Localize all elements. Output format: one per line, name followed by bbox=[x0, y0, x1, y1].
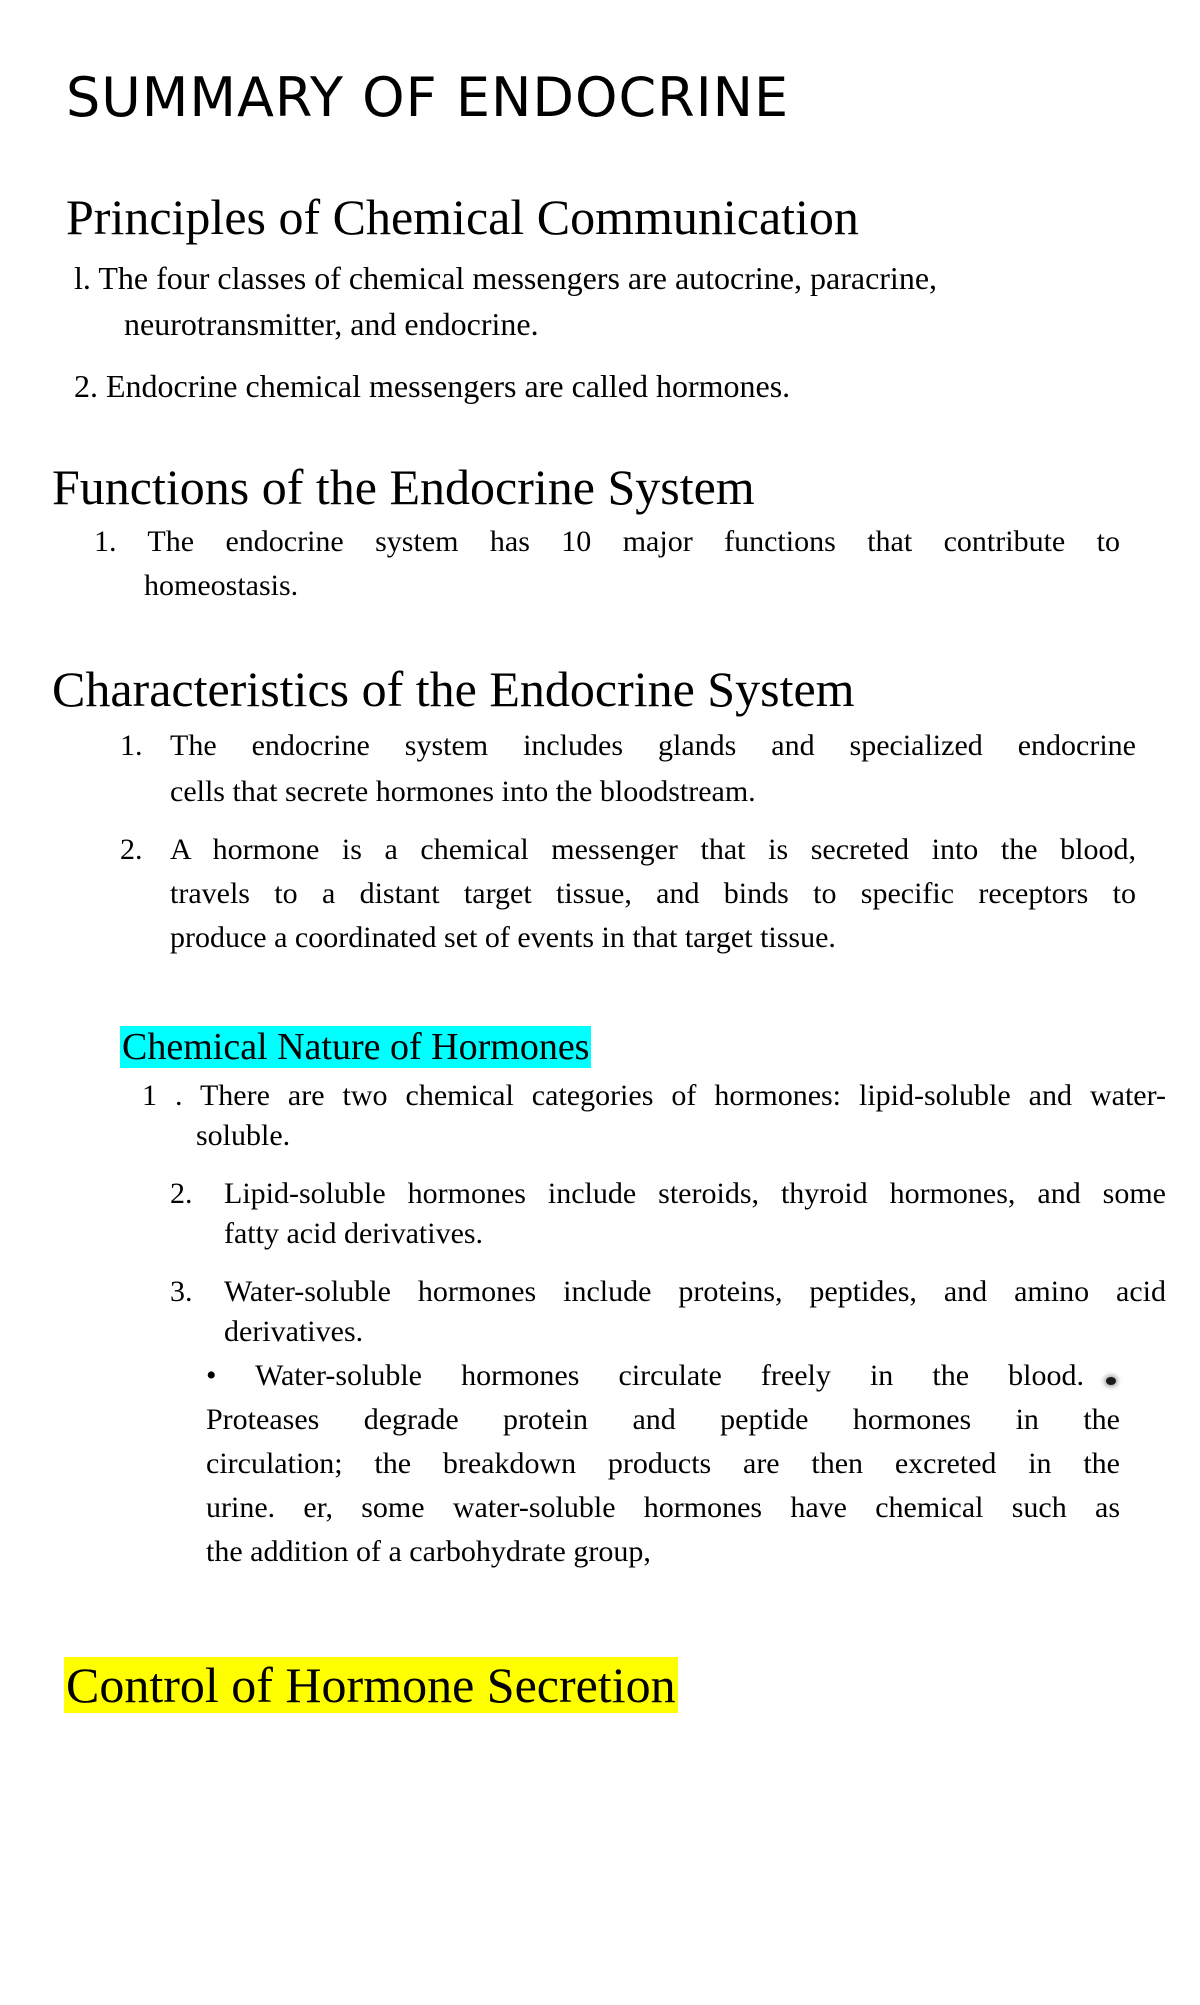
section-heading-characteristics: Characteristics of the Endocrine System bbox=[52, 661, 855, 717]
chemical-nature-bullet-line-5: the addition of a carbohydrate group, bbox=[206, 1535, 651, 1568]
page-title: SUMMARY OF ENDOCRINE bbox=[66, 66, 790, 129]
section-heading-functions: Functions of the Endocrine System bbox=[52, 459, 755, 515]
chemical-nature-item-3-line-2: derivatives. bbox=[224, 1315, 364, 1348]
section-heading-principles: Principles of Chemical Communication bbox=[66, 189, 859, 245]
chemical-nature-bullet-line-2: Proteases degrade protein and peptide hormones in the bbox=[206, 1403, 1120, 1436]
chemical-nature-item-1-line-1: 1 . There are two chemical categories of hormones: lipid-soluble and water- bbox=[142, 1079, 1166, 1112]
chemical-nature-item-2-number: 2. bbox=[170, 1177, 193, 1210]
principles-item-1-line-1: l. The four classes of chemical messengers are autocrine, paracrine, bbox=[74, 260, 938, 296]
chemical-nature-item-1-line-2: soluble. bbox=[196, 1119, 291, 1152]
characteristics-item-2-number: 2. bbox=[120, 833, 143, 866]
section-heading-control: Control of Hormone Secretion bbox=[66, 1657, 676, 1713]
chemical-nature-bullet-line-4: urine. er, some water-soluble hormones have chemical such as bbox=[206, 1491, 1120, 1524]
characteristics-item-1-line-1: The endocrine system includes glands and specialized endocrine bbox=[170, 729, 1136, 762]
principles-item-1-line-2: neurotransmitter, and endocrine. bbox=[124, 306, 539, 342]
principles-item-2-line-1: 2. Endocrine chemical messengers are called hormones. bbox=[74, 368, 791, 404]
chemical-nature-item-2-line-2: fatty acid derivatives. bbox=[224, 1217, 484, 1250]
functions-item-1-line-2: homeostasis. bbox=[144, 569, 299, 602]
chemical-nature-item-2-line-1: Lipid-soluble hormones include steroids, thyroid hormones, and some bbox=[224, 1177, 1166, 1210]
characteristics-item-1-line-2: cells that secrete hormones into the bloodstream. bbox=[170, 775, 756, 808]
chemical-nature-item-3-number: 3. bbox=[170, 1275, 193, 1308]
chemical-nature-item-3-line-1: Water-soluble hormones include proteins, peptides, and amino acid bbox=[224, 1275, 1166, 1308]
section-heading-chemical-nature: Chemical Nature of Hormones bbox=[122, 1026, 590, 1068]
chemical-nature-bullet-line-3: circulation; the breakdown products are then excreted in the bbox=[206, 1447, 1120, 1480]
ink-smudge bbox=[1106, 1377, 1116, 1385]
functions-item-1-line-1: 1. The endocrine system has 10 major functions that contribute to bbox=[94, 525, 1120, 558]
characteristics-item-1-number: 1. bbox=[120, 729, 143, 762]
characteristics-item-2-line-2: travels to a distant target tissue, and binds to specific receptors to bbox=[170, 877, 1136, 910]
chemical-nature-bullet-line-1: • Water-soluble hormones circulate freely in the blood. bbox=[206, 1359, 1084, 1392]
characteristics-item-2-line-1: A hormone is a chemical messenger that is secreted into the blood, bbox=[170, 833, 1136, 866]
characteristics-item-2-line-3: produce a coordinated set of events in that target tissue. bbox=[170, 921, 836, 954]
